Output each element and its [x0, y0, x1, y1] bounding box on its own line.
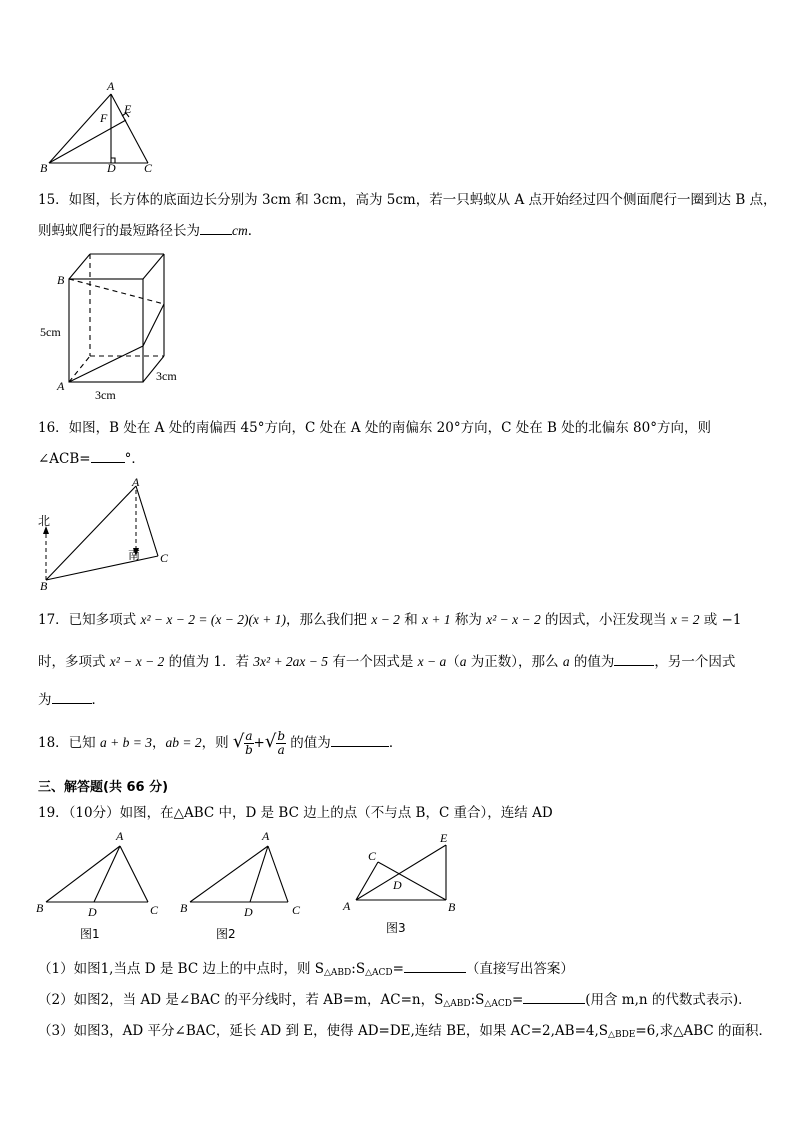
label-b: B	[40, 161, 48, 175]
q17-text: 为	[38, 692, 52, 708]
q17-expr: x² − x − 2	[109, 654, 165, 669]
q19-figure-2	[176, 826, 306, 944]
q15-line1: 15．如图，长方体的底面边长分别为 3cm 和 3cm，高为 5cm，若一只蚂蚁从 A 点开始经过四个侧面爬行一圈到达 B 点，	[38, 192, 777, 208]
q17-text: 为正数），那么	[466, 654, 563, 670]
q19-text: （直接写出答案）	[465, 961, 574, 977]
q19-sub: △BDE	[608, 1030, 636, 1040]
q15-unit: cm	[232, 223, 248, 238]
q19-intro: 19．（10分）如图，在△ABC 中，D 是 BC 边上的点（不与点 B，C 重合），连结 AD	[38, 805, 553, 821]
fig2-label-d: D	[244, 905, 253, 919]
q19-sub: △ACD	[484, 999, 512, 1009]
label-a: A	[107, 79, 115, 93]
cuboid-label-a: A	[57, 379, 65, 393]
fig3-label-d: D	[393, 878, 402, 892]
cuboid-depth: 3cm	[156, 369, 177, 383]
q18-frac-a-over-b: $\frac{a}{b}$	[245, 729, 253, 757]
q16-answer-blank[interactable]	[91, 450, 125, 463]
q17-factor: x − a	[417, 654, 447, 669]
q17-text: ，那么我们把	[286, 612, 372, 628]
q17-text: 的值为 1．若	[164, 654, 254, 670]
q17-text: ．	[91, 692, 105, 708]
cuboid-height: 5cm	[40, 325, 61, 339]
fig2-label-c: C	[292, 903, 301, 917]
q18-plus: +	[253, 735, 265, 751]
south-label: 南	[128, 548, 141, 562]
label-e: E	[124, 102, 132, 116]
q19-figure-1	[34, 826, 164, 944]
q16-angle: ∠ACB=	[38, 451, 91, 467]
cuboid-label-b: B	[57, 273, 65, 287]
fig1-label-a: A	[116, 829, 124, 843]
fig2-label-b: B	[180, 901, 188, 915]
figure-triangle-top	[36, 78, 166, 178]
fig2-caption: 图2	[216, 927, 236, 941]
q18-text: ．	[388, 735, 403, 751]
dir-label-b: B	[40, 579, 48, 593]
q18-cond: a + b = 3	[99, 735, 152, 750]
north-label: 北	[38, 514, 51, 528]
q18-line: 18．已知 a + b = 3，ab = 2，则 √ $\frac{a}{b}$ +√ $\frac{b}{a}$ 的值为 ．	[38, 729, 403, 757]
fig3-label-a: A	[343, 899, 351, 913]
q19-part2	[38, 988, 752, 1009]
q19-text: （1）如图1,当点 D 是 BC 边上的中点时，则 S	[38, 961, 324, 977]
q17-expr: x² − x − 2	[486, 612, 541, 627]
q18-text: ，	[151, 735, 166, 751]
q19-part1	[38, 957, 574, 978]
q17-line3	[38, 688, 105, 708]
q19-text: （2）如图2，当 AD 是∠BAC 的平分线时，若 AB=m，AC=n，S	[38, 992, 444, 1008]
q19-part3	[38, 1019, 772, 1040]
figure-cuboid	[38, 246, 198, 406]
q17-expr: x² − x − 2 = (x − 2)(x + 1)	[140, 612, 287, 627]
q18-text: ，则	[201, 735, 233, 751]
q19-text: :S	[470, 992, 485, 1008]
q17-answer-blank-2[interactable]	[52, 691, 92, 704]
q18-answer-blank[interactable]	[331, 734, 389, 747]
q18-text: 18．已知	[38, 735, 100, 751]
q15-line2-text: 则蚂蚁爬行的最短路径长为	[38, 223, 200, 239]
q17-text: （	[446, 654, 460, 670]
q16-line1: 16．如图，B 处在 A 处的南偏西 45°方向，C 处在 A 处的南偏东 20°方向，C 处在 B 处的北偏东 80°方向，则	[38, 420, 711, 436]
q17-factor: x + 1	[422, 612, 451, 627]
q17-answer-blank-1[interactable]	[614, 653, 654, 666]
q17-var: a	[459, 654, 467, 669]
q19-part1-blank[interactable]	[404, 960, 466, 973]
q17-text: 的因式，小汪发现当	[540, 612, 671, 628]
q17-line2	[38, 650, 735, 670]
q19-text: =	[511, 992, 524, 1008]
q19-sub: △ACD	[365, 968, 393, 978]
q18-cond: ab = 2	[165, 735, 202, 750]
dir-label-a: A	[132, 476, 140, 489]
q18-frac-b-over-a: $\frac{b}{a}$	[277, 729, 286, 757]
q19-sub: △ABD	[324, 968, 352, 978]
section-heading: 三、解答题(共 66 分)	[38, 780, 169, 795]
cuboid-width: 3cm	[95, 388, 116, 402]
fig3-caption: 图3	[386, 921, 406, 935]
label-d: D	[107, 161, 116, 175]
dir-label-c: C	[160, 551, 169, 565]
q19-text: :S	[351, 961, 366, 977]
q19-part2-blank[interactable]	[523, 991, 585, 1004]
q15-end: ．	[247, 223, 262, 239]
q17-text: ，另一个因式	[654, 654, 736, 670]
q17-cond: x = 2	[670, 612, 700, 627]
q17-factor: x − 2	[371, 612, 400, 627]
fig1-label-d: D	[88, 905, 97, 919]
label-f: F	[100, 111, 108, 125]
q17-text: 时，多项式	[38, 654, 110, 670]
q17-var: a	[562, 654, 570, 669]
fig1-label-c: C	[150, 903, 159, 917]
fig1-caption: 图1	[80, 927, 100, 941]
q19-sub: △ABD	[443, 999, 471, 1009]
q19-text: =	[392, 961, 404, 977]
q17-poly: 3x² + 2ax − 5	[253, 654, 329, 669]
fig2-label-a: A	[262, 829, 270, 843]
fig3-label-c: C	[368, 849, 377, 863]
label-c: C	[144, 161, 153, 175]
q16-end: °．	[124, 451, 145, 467]
q15-line2	[38, 219, 261, 239]
q17-cond: −1	[721, 612, 742, 628]
q18-text: 的值为	[286, 735, 331, 751]
q17-text: 有一个因式是	[328, 654, 418, 670]
q19-text: (用含 m,n 的代数式表示)．	[585, 992, 752, 1008]
q19-text: =6,求△ABC 的面积．	[635, 1023, 772, 1039]
q19-text: （3）如图3，AD 平分∠BAC，延长 AD 到 E，使得 AD=DE,连结 BE，如果 AC=2,AB=4,S	[38, 1023, 609, 1039]
q17-text: 17．已知多项式	[38, 612, 141, 628]
q17-text: 或	[699, 612, 722, 628]
q15-answer-blank[interactable]	[200, 222, 232, 235]
fig1-label-b: B	[36, 901, 44, 915]
q19-figure-3	[338, 830, 468, 940]
figure-direction	[36, 476, 186, 594]
fig3-label-b: B	[448, 900, 456, 914]
q17-text: 的值为	[569, 654, 615, 670]
q16-line2	[38, 447, 145, 467]
fig3-label-e: E	[440, 831, 448, 845]
q17-text: 和	[399, 612, 423, 628]
q17-text: 称为	[450, 612, 487, 628]
q17-line1	[38, 608, 741, 628]
